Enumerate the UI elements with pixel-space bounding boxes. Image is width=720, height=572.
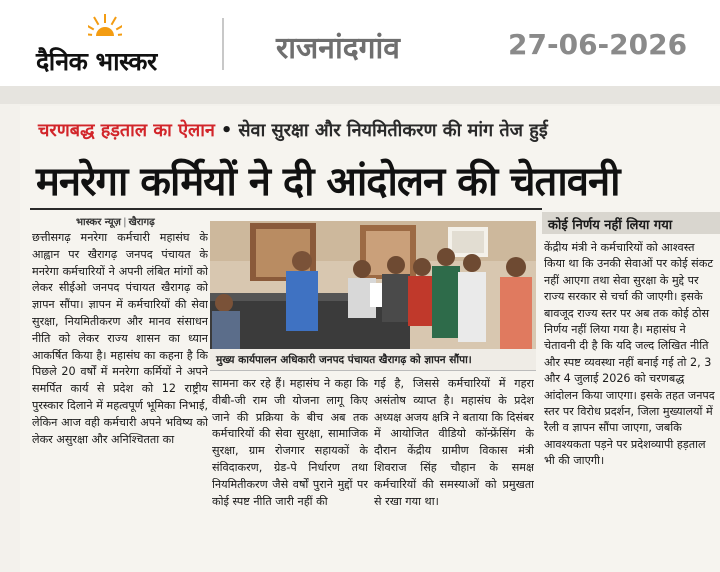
article-column-2: सामना कर रहे हैं। महासंघ ने कहा कि वीबी-जी राम जी योजना लागू किए जाने की प्रक्रिया के बीच अब तक कर्मचारियों की सेवा सुरक्षा, सामाजिक सुरक्षा, ग्राम रोजगार सहायकों के संविदाकरण, ग्रेड-पे निर्धारण तथा नियमितीकरण जैसे वर्षों पुराने मुद्दों पर कोई स्पष्ट नीति जारी नहीं की bbox=[212, 377, 368, 508]
masthead-band bbox=[0, 86, 720, 104]
office-meeting-photo bbox=[210, 221, 536, 349]
kicker-subtitle: सेवा सुरक्षा और नियमितीकरण की मांग तेज हुई bbox=[238, 120, 548, 141]
byline-source: भास्कर न्यूज़ bbox=[76, 217, 121, 228]
newspaper-logo bbox=[36, 14, 196, 76]
article-photo bbox=[210, 221, 536, 349]
article-headline: मनरेगा कर्मियों ने दी आंदोलन की चेतावनी bbox=[36, 159, 620, 205]
headline-rule bbox=[30, 208, 542, 210]
masthead bbox=[0, 0, 720, 86]
kicker-highlight: चरणबद्ध हड़ताल का ऐलान bbox=[38, 120, 215, 141]
article-column-3: गई है, जिससे कर्मचारियों में गहरा असंतोष व्याप्त है। महासंघ के प्रदेश अध्यक्ष अजय क्षत्रि ने बताया कि दिसंबर में आयोजित वीडियो कॉन्फ्रेंसिंग के दौरान केंद्रीय ग्रामीण विकास मंत्री शिवराज सिंह चौहान के समक्ष कर्मचारियों की समस्याओं को प्रमुखता से रखा गया था। bbox=[374, 377, 534, 508]
byline bbox=[76, 214, 155, 228]
masthead-divider bbox=[222, 18, 224, 70]
news-article bbox=[20, 106, 720, 572]
article-column-1: छत्तीसगढ़ मनरेगा कर्मचारी महासंघ के आह्वान पर खैरागढ़ जनपद पंचायत के मनरेगा कर्मचारियों ने अपनी लंबित मांगों को लेकर सीईओ जनपद पंचायत खैरागढ़ को ज्ञापन सौंपा। ज्ञापन में कर्मचारियों की सेवा सुरक्षा, नियमितीकरण और मानव संसाधन नीति को लेकर राज्य शासन का ध्यान आकर्षित किया है। महासंघ का कहना है कि पिछले 20 वर्षों में मनरेगा कर्मियों ने अपने समर्पित कार्य से प्रदेश को 12 राष्ट्रीय पुरस्कार दिलाने में महत्वपूर्ण भूमिका निभाई, लेकिन आज वही कर्मचारी अपने भविष्य को लेकर असुरक्षा और अनिश्चितता का bbox=[32, 231, 208, 446]
byline-separator: | bbox=[122, 217, 127, 228]
sidebar-text: केंद्रीय मंत्री ने कर्मचारियों को आश्वस्त किया था कि उनकी सेवाओं पर कोई संकट नहीं आएगा तथा सेवा सुरक्षा के मुद्दे पर राज्य सरकार से चर्चा की जाएगी। इसके बावजूद राज्य स्तर पर अब तक कोई ठोस निर्णय नहीं लिया गया है। महासंघ ने चेतावनी दी है कि यदि जल्द लिखित नीति और स्पष्ट व्यवस्था नहीं बनाई गई तो 2, 3 और 4 जुलाई 2026 को चरणबद्ध आंदोलन किया जाएगा। इसके तहत जनपद स्तर पर विरोध प्रदर्शन, जिला मुख्यालयों में रैली व ज्ञापन सौंपा जाएगा, जबकि आवश्यकता पड़ने पर प्रदेशव्यापी हड़ताल भी की जाएगी। bbox=[544, 241, 715, 468]
logo-wordmark: दैनिक भास्कर bbox=[36, 47, 157, 76]
edition-city: राजनांदगांव bbox=[276, 31, 400, 66]
photo-caption: मुख्य कार्यपालन अधिकारी जनपद पंचायत खैरागढ़ को ज्ञापन सौंपा। bbox=[210, 349, 536, 371]
sidebar-title: कोई निर्णय नहीं लिया गया bbox=[542, 212, 720, 234]
kicker-line bbox=[38, 118, 718, 142]
byline-place: खैरागढ़ bbox=[128, 217, 155, 228]
kicker-bullet: • bbox=[220, 120, 233, 141]
sidebar-box bbox=[542, 212, 720, 572]
edition-date: 27-06-2026 bbox=[508, 28, 688, 61]
sun-logo-icon bbox=[88, 14, 122, 48]
